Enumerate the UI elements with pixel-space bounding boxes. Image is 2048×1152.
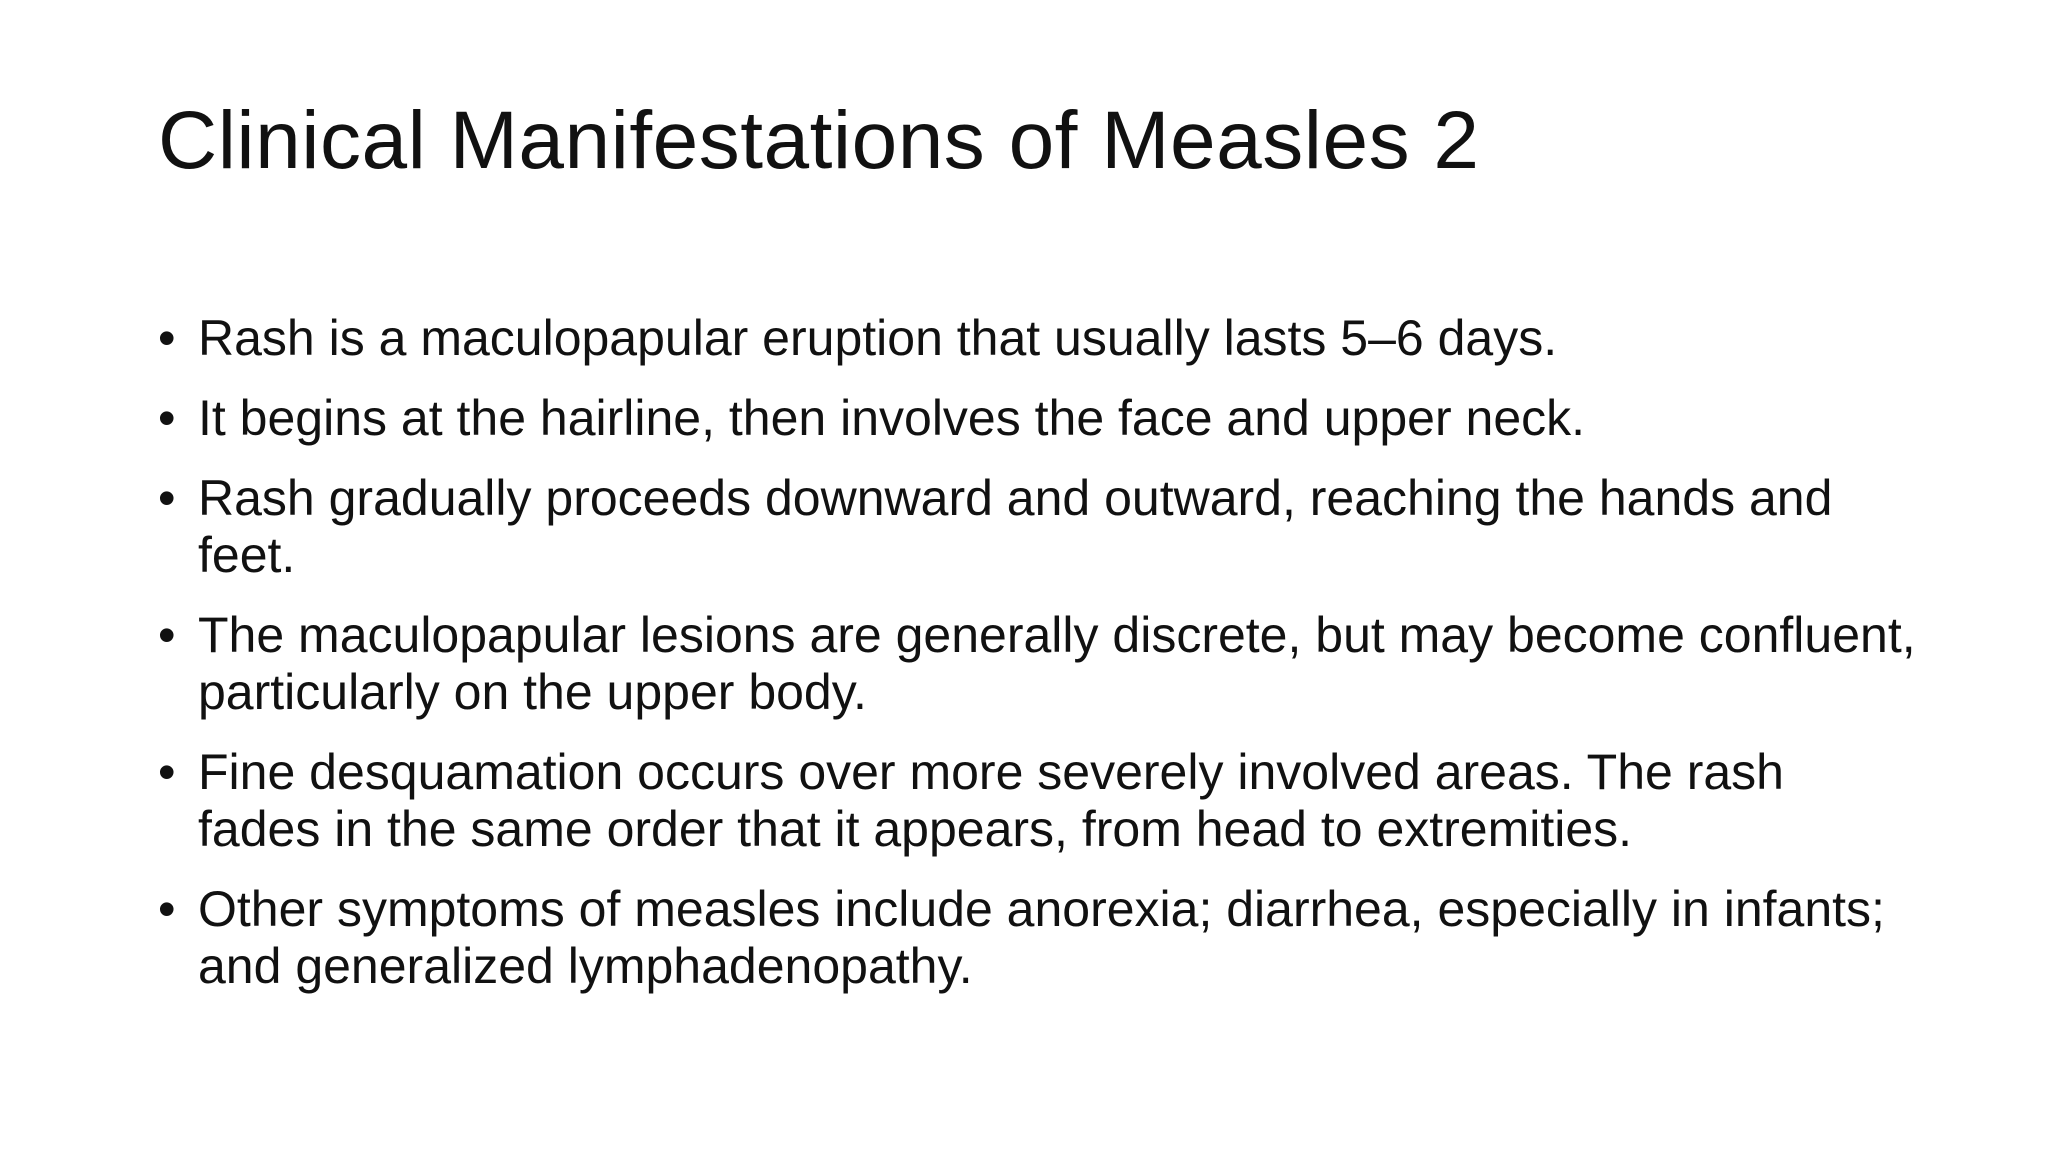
bullet-marker: • bbox=[158, 607, 176, 663]
bullet-list bbox=[158, 310, 1918, 1018]
bullet-marker: • bbox=[158, 881, 176, 937]
bullet-marker: • bbox=[158, 390, 176, 446]
bullet-item bbox=[158, 607, 1918, 721]
bullet-marker: • bbox=[158, 470, 176, 526]
bullet-text: Rash gradually proceeds downward and outward, reaching the hands and feet. bbox=[198, 470, 1833, 583]
bullet-item bbox=[158, 390, 1918, 447]
bullet-text: It begins at the hairline, then involves the face and upper neck. bbox=[198, 390, 1586, 446]
bullet-marker: • bbox=[158, 744, 176, 800]
bullet-text: The maculopapular lesions are generally discrete, but may become confluent, particularly on the upper body. bbox=[198, 607, 1916, 720]
bullet-item bbox=[158, 744, 1918, 858]
bullet-text: Rash is a maculopapular eruption that usually lasts 5–6 days. bbox=[198, 310, 1558, 366]
bullet-text: Fine desquamation occurs over more severely involved areas. The rash fades in the same order that it appears, from head to extremities. bbox=[198, 744, 1784, 857]
bullet-item bbox=[158, 470, 1918, 584]
bullet-marker: • bbox=[158, 310, 176, 366]
bullet-text: Other symptoms of measles include anorexia; diarrhea, especially in infants; and generalized lymphadenopathy. bbox=[198, 881, 1885, 994]
bullet-item bbox=[158, 310, 1918, 367]
bullet-item bbox=[158, 881, 1918, 995]
slide-title: Clinical Manifestations of Measles 2 bbox=[158, 95, 1480, 186]
